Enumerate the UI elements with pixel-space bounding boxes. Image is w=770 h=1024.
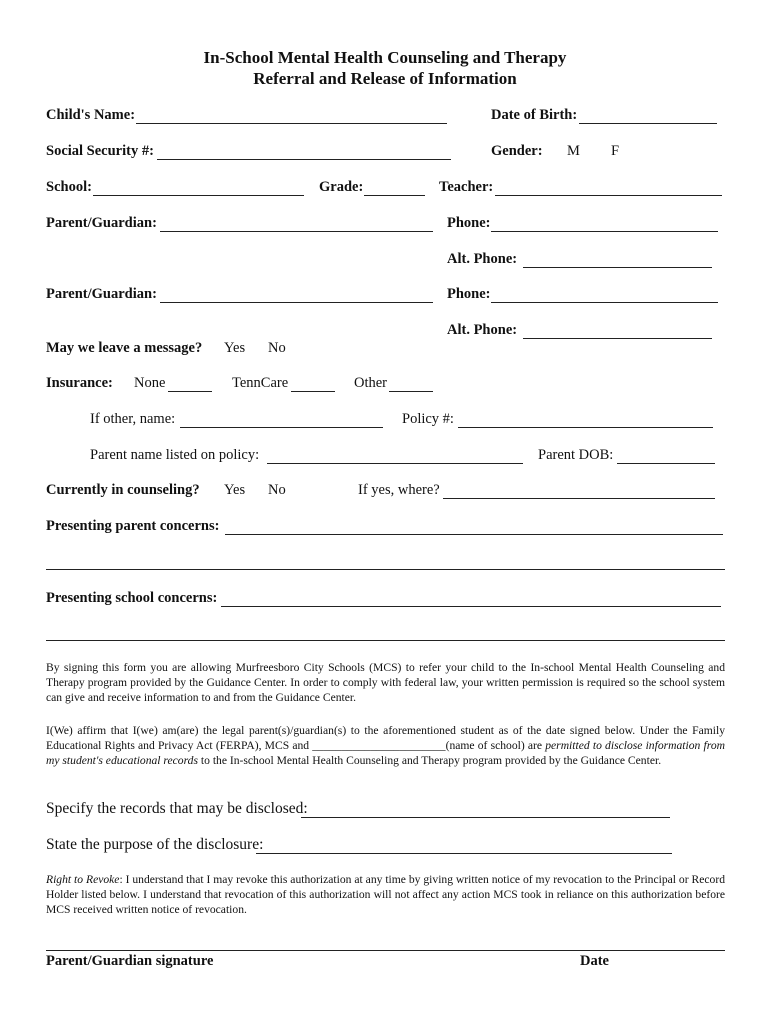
parent-concerns-field[interactable] — [225, 534, 723, 535]
signature-date-label: Date — [580, 953, 609, 969]
insurance-option-none[interactable]: None — [134, 375, 166, 391]
message-label: May we leave a message? — [46, 340, 203, 356]
records-label: Specify the records that may be disclosed: — [46, 800, 308, 817]
purpose-field[interactable] — [256, 853, 672, 854]
form-title-line2: Referral and Release of Information — [253, 69, 517, 88]
purpose-label: State the purpose of the disclosure: — [46, 836, 264, 853]
ferpa-text-b: to the In-school Mental Health Counseling and Therapy program provided by the Guidance Center. — [198, 754, 662, 767]
signature-label: Parent/Guardian signature — [46, 953, 214, 969]
insurance-option-tenncare[interactable]: TennCare — [232, 375, 289, 391]
alt-phone2-field[interactable] — [523, 338, 712, 339]
dob-field[interactable] — [579, 123, 717, 124]
phone2-field[interactable] — [491, 302, 718, 303]
alt-phone1-field[interactable] — [523, 267, 712, 268]
revoke-heading: Right to Revoke — [46, 873, 120, 886]
signature-line[interactable] — [46, 950, 725, 951]
child-name-field[interactable] — [136, 123, 447, 124]
parent-concerns-label: Presenting parent concerns: — [46, 518, 220, 534]
phone2-label: Phone: — [447, 286, 491, 302]
form-title-line1: In-School Mental Health Counseling and Therapy — [203, 48, 567, 67]
alt-phone1-label: Alt. Phone: — [447, 251, 518, 267]
insurance-option-other[interactable]: Other — [354, 375, 388, 391]
policy-label: Policy #: — [402, 411, 454, 427]
child-name-label: Child's Name: — [46, 107, 136, 123]
teacher-field[interactable] — [495, 195, 722, 196]
phone1-field[interactable] — [491, 231, 718, 232]
ferpa-text-a: I(We) affirm that I(we) am(are) the legal parent(s)/guardian(s) to the aforementioned student as of the date signed below. Under the Family Educational Rights and Privacy Act (FERPA), MCS and _______________________(name of school) are — [46, 724, 725, 752]
if-yes-where-label: If yes, where? — [358, 482, 440, 498]
grade-label: Grade: — [319, 179, 364, 195]
school-concerns-field-line2[interactable] — [46, 640, 725, 641]
phone1-label: Phone: — [447, 215, 491, 231]
policy-field[interactable] — [458, 427, 713, 428]
parent1-label: Parent/Guardian: — [46, 215, 157, 231]
if-other-field[interactable] — [180, 427, 383, 428]
parent-dob-label: Parent DOB: — [538, 447, 614, 463]
parent1-field[interactable] — [160, 231, 433, 232]
message-option-no[interactable]: No — [268, 340, 286, 356]
ssn-field[interactable] — [157, 159, 451, 160]
insurance-tenncare-blank[interactable] — [291, 391, 335, 392]
grade-field[interactable] — [364, 195, 425, 196]
if-other-label: If other, name: — [90, 411, 176, 427]
teacher-label: Teacher: — [439, 179, 494, 195]
revoke-text: : I understand that I may revoke this authorization at any time by giving written notice of my revocation to the Principal or Record Holder listed below. I understand that revocation of this authorization will not affect any action MCS took in reliance on this authorization before MCS received written notice of revocation. — [46, 873, 725, 916]
message-option-yes[interactable]: Yes — [224, 340, 246, 356]
gender-option-f[interactable]: F — [611, 143, 620, 159]
ferpa-paragraph — [46, 723, 725, 768]
parent-policy-field[interactable] — [267, 463, 523, 464]
school-concerns-label: Presenting school concerns: — [46, 590, 218, 606]
parent2-field[interactable] — [160, 302, 433, 303]
gender-option-m[interactable]: M — [567, 143, 580, 159]
records-field[interactable] — [301, 817, 670, 818]
revoke-paragraph — [46, 872, 725, 917]
insurance-none-blank[interactable] — [168, 391, 212, 392]
consent-paragraph: By signing this form you are allowing Murfreesboro City Schools (MCS) to refer your child to the In-school Mental Health Counseling and Therapy program provided by the Guidance Center. In order to comply with federal law, your written permission is required so the school system can give and receive information to and from the Guidance Center. — [46, 661, 725, 704]
if-yes-where-field[interactable] — [443, 498, 715, 499]
ferpa-text-italic: permitted to disclose information from my student's educational records — [46, 739, 726, 767]
counseling-label: Currently in counseling? — [46, 482, 200, 498]
counseling-option-no[interactable]: No — [268, 482, 286, 498]
alt-phone2-label: Alt. Phone: — [447, 322, 518, 338]
school-field[interactable] — [93, 195, 304, 196]
insurance-other-blank[interactable] — [389, 391, 433, 392]
parent-concerns-field-line2[interactable] — [46, 569, 725, 570]
parent-dob-field[interactable] — [617, 463, 715, 464]
parent2-label: Parent/Guardian: — [46, 286, 157, 302]
counseling-option-yes[interactable]: Yes — [224, 482, 246, 498]
parent-policy-label: Parent name listed on policy: — [90, 447, 260, 463]
ssn-label: Social Security #: — [46, 143, 154, 159]
school-label: School: — [46, 179, 92, 195]
dob-label: Date of Birth: — [491, 107, 578, 123]
gender-label: Gender: — [491, 143, 543, 159]
insurance-label: Insurance: — [46, 375, 113, 391]
school-concerns-field[interactable] — [221, 606, 721, 607]
